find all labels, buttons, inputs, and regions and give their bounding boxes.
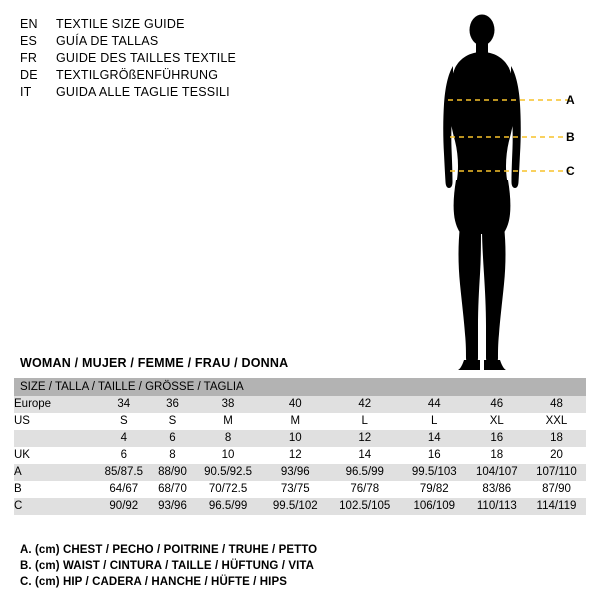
language-title: GUIDE DES TAILLES TEXTILE — [56, 51, 237, 65]
cell: 83/86 — [467, 481, 527, 498]
cell: 93/96 — [263, 464, 328, 481]
cell: S — [152, 413, 194, 430]
language-code: FR — [20, 51, 38, 65]
cell: 4 — [96, 430, 152, 447]
footnotes-block — [20, 542, 580, 590]
cell: 42 — [328, 396, 402, 413]
cell: 96.5/99 — [193, 498, 263, 515]
female-silhouette-figure — [420, 8, 590, 373]
cell: 14 — [328, 447, 402, 464]
cell: 87/90 — [527, 481, 586, 498]
cell: 36 — [152, 396, 194, 413]
cell: 10 — [193, 447, 263, 464]
row-label: C — [14, 498, 96, 515]
row-label: B — [14, 481, 96, 498]
cell: M — [263, 413, 328, 430]
cell: 90.5/92.5 — [193, 464, 263, 481]
language-code: EN — [20, 17, 38, 31]
table-header-row — [14, 378, 586, 396]
cell: 6 — [152, 430, 194, 447]
cell: 40 — [263, 396, 328, 413]
row-label: UK — [14, 447, 96, 464]
row-label — [14, 430, 96, 447]
cell: 79/82 — [402, 481, 467, 498]
cell: 70/72.5 — [193, 481, 263, 498]
marker-label-a: A — [566, 93, 575, 107]
cell: 64/67 — [96, 481, 152, 498]
cell: XXL — [527, 413, 586, 430]
cell: 8 — [193, 430, 263, 447]
cell: 12 — [328, 430, 402, 447]
cell: L — [402, 413, 467, 430]
language-row — [20, 67, 320, 84]
row-label: A — [14, 464, 96, 481]
cell: XL — [467, 413, 527, 430]
table-row — [14, 447, 586, 464]
language-title: TEXTILGRÖßENFÜHRUNG — [56, 68, 219, 82]
cell: 106/109 — [402, 498, 467, 515]
silhouette-icon — [420, 8, 590, 373]
cell: 93/96 — [152, 498, 194, 515]
footnote-hip: C. (cm) HIP / CADERA / HANCHE / HÜFTE / HIPS — [20, 576, 288, 588]
cell: 107/110 — [527, 464, 586, 481]
cell: 85/87.5 — [96, 464, 152, 481]
cell: M — [193, 413, 263, 430]
language-title: TEXTILE SIZE GUIDE — [56, 17, 185, 31]
section-title: WOMAN / MUJER / FEMME / FRAU / DONNA — [20, 356, 289, 370]
table-row — [14, 498, 586, 515]
cell: 114/119 — [527, 498, 586, 515]
cell: 14 — [402, 430, 467, 447]
cell: 38 — [193, 396, 263, 413]
table-row — [14, 464, 586, 481]
row-label: Europe — [14, 396, 96, 413]
marker-label-c: C — [566, 164, 575, 178]
cell: 44 — [402, 396, 467, 413]
cell: 73/75 — [263, 481, 328, 498]
row-label: US — [14, 413, 96, 430]
language-code: IT — [20, 85, 32, 99]
cell: 16 — [467, 430, 527, 447]
table-row — [14, 413, 586, 430]
language-row — [20, 33, 320, 50]
footnote-waist: B. (cm) WAIST / CINTURA / TAILLE / HÜFTUNG / VITA — [20, 560, 315, 572]
cell: 104/107 — [467, 464, 527, 481]
cell: 102.5/105 — [328, 498, 402, 515]
cell: 34 — [96, 396, 152, 413]
cell: 46 — [467, 396, 527, 413]
language-row — [20, 16, 320, 33]
cell: 12 — [263, 447, 328, 464]
footnote-chest: A. (cm) CHEST / PECHO / POITRINE / TRUHE / PETTO — [20, 544, 318, 556]
marker-label-b: B — [566, 130, 575, 144]
cell: S — [96, 413, 152, 430]
cell: 99.5/102 — [263, 498, 328, 515]
cell: 16 — [402, 447, 467, 464]
cell: 88/90 — [152, 464, 194, 481]
cell: 18 — [527, 430, 586, 447]
cell: 76/78 — [328, 481, 402, 498]
cell: L — [328, 413, 402, 430]
language-code: ES — [20, 34, 38, 48]
cell: 6 — [96, 447, 152, 464]
cell: 18 — [467, 447, 527, 464]
cell: 90/92 — [96, 498, 152, 515]
cell: 8 — [152, 447, 194, 464]
language-title: GUIDA ALLE TAGLIE TESSILI — [56, 85, 230, 99]
cell: 20 — [527, 447, 586, 464]
cell: 96.5/99 — [328, 464, 402, 481]
language-code: DE — [20, 68, 38, 82]
language-header-block — [20, 16, 320, 101]
table-row — [14, 396, 586, 413]
language-row — [20, 84, 320, 101]
cell: 10 — [263, 430, 328, 447]
language-title: GUÍA DE TALLAS — [56, 34, 159, 48]
cell: 68/70 — [152, 481, 194, 498]
language-row — [20, 50, 320, 67]
cell: 110/113 — [467, 498, 527, 515]
cell: 48 — [527, 396, 586, 413]
cell: 99.5/103 — [402, 464, 467, 481]
size-table — [14, 378, 586, 515]
table-row — [14, 481, 586, 498]
table-row — [14, 430, 586, 447]
table-header-label: SIZE / TALLA / TAILLE / GRÖSSE / TAGLIA — [14, 378, 586, 396]
